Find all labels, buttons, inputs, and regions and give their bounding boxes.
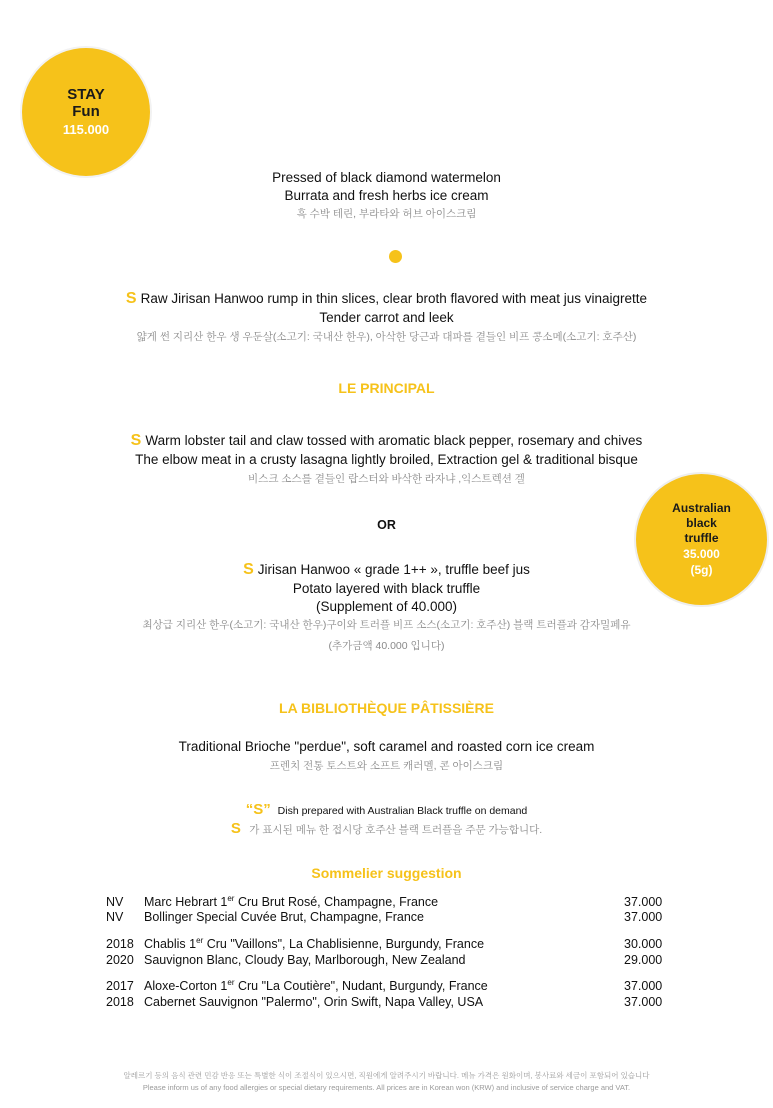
wine-name: Marc Hebrart 1er Cru Brut Rosé, Champagne, France <box>144 893 439 909</box>
wine-name: Cabernet Sauvignon "Palermo", Orin Swift, Napa Valley, USA <box>144 995 484 1009</box>
wine-year: 2018 <box>106 995 134 1009</box>
principal-dish1-korean: 비스크 소스를 곁들인 랍스터와 바삭한 라자냐 ,익스트렉션 겔 <box>248 473 525 485</box>
dessert-korean: 프렌치 전통 토스트와 소프트 캐러멜, 콘 아이스크림 <box>269 760 504 772</box>
badge-truffle-line3: truffle <box>684 531 719 545</box>
course1-korean: 흑 수박 테린, 부라타와 허브 아이스크림 <box>296 208 477 220</box>
section-title-sommelier: Sommelier suggestion <box>311 865 462 881</box>
principal-dish2-korean: 최상급 지리산 한우(소고기: 국내산 한우)구이와 트러플 비프 소스(소고기: 호주산) 블랙 트러플과 감자밀페유 <box>142 619 631 631</box>
section-title-principal: LE PRINCIPAL <box>338 380 435 396</box>
badge-stay-price: 115.000 <box>62 122 110 137</box>
principal-dish2-line1: Jirisan Hanwoo « grade 1++ », truffle beef jus <box>257 562 530 577</box>
badge-truffle-line2: black <box>686 516 717 530</box>
principal-dish1-line2: The elbow meat in a crusty lasagna lightly broiled, Extraction gel & traditional bisque <box>135 452 638 467</box>
badge-truffle-line1: Australian <box>672 501 731 515</box>
principal-dish1-line1: Warm lobster tail and claw tossed with aromatic black pepper, rosemary and chives <box>145 433 643 448</box>
course1-line2: Burrata and fresh herbs ice cream <box>284 188 489 203</box>
badge-stay-line2: Fun <box>72 103 100 120</box>
truffle-note-quoted-mark: “S” <box>245 801 271 818</box>
course2-line2: Tender carrot and leek <box>319 310 454 325</box>
badge-truffle-weight: (5g) <box>690 563 713 577</box>
truffle-s-mark: S <box>130 432 142 449</box>
or-separator: OR <box>377 518 396 532</box>
badge-truffle-price: 35.000 <box>683 547 720 561</box>
wine-name: Bollinger Special Cuvée Brut, Champagne, France <box>144 910 425 924</box>
truffle-s-mark: S <box>243 561 254 578</box>
wine-year: NV <box>106 895 124 909</box>
wine-price: 37.000 <box>624 995 663 1009</box>
course2-line1-row <box>0 290 773 308</box>
truffle-s-mark: S <box>125 290 137 307</box>
wine-name: Aloxe-Corton 1er Cru "La Coutière", Nudant, Burgundy, France <box>144 977 488 993</box>
course1-line1: Pressed of black diamond watermelon <box>272 170 501 185</box>
truffle-s-mark: S <box>230 820 241 837</box>
footer-korean: 알레르기 등의 음식 관련 민감 반응 또는 특별한 식이 조절식이 있으시면, 직원에게 알려주시기 바랍니다. 메뉴 가격은 원화이며, 봉사료와 세금이 포함되어 있습니다 <box>123 1071 650 1080</box>
wine-year: 2020 <box>106 953 134 967</box>
dessert-line1: Traditional Brioche "perdue", soft caramel and roasted corn ice cream <box>178 739 595 754</box>
wine-price: 37.000 <box>624 979 663 993</box>
badge-stay-line1: STAY <box>67 86 105 103</box>
separator-dot <box>389 250 402 263</box>
wine-row <box>0 952 773 968</box>
wine-price: 29.000 <box>624 953 663 967</box>
principal-dish2-line3: (Supplement of 40.000) <box>315 599 458 614</box>
wine-year: 2017 <box>106 979 134 993</box>
wine-year: 2018 <box>106 937 134 951</box>
truffle-note-ko: 가 표시된 메뉴 한 접시당 호주산 블랙 트러플을 주문 가능합니다. <box>249 824 543 836</box>
wine-price: 37.000 <box>624 910 663 924</box>
section-title-dessert: LA BIBLIOTHÈQUE PÂTISSIÈRE <box>279 700 494 716</box>
wine-row <box>0 894 773 910</box>
stay-fun-badge <box>22 48 150 176</box>
wine-row <box>0 909 773 925</box>
principal-dish2-korean2: (추가금액 40.000 입니다) <box>328 640 445 652</box>
principal-dish1-line1-row <box>0 432 773 450</box>
wine-price: 37.000 <box>624 895 663 909</box>
course2-line1: Raw Jirisan Hanwoo rump in thin slices, clear broth flavored with meat jus vinaigrette <box>140 291 648 306</box>
principal-dish2-line2: Potato layered with black truffle <box>292 581 481 596</box>
wine-row <box>0 936 773 952</box>
wine-row <box>0 994 773 1010</box>
course2-korean: 얇게 썬 지리산 한우 생 우둔살(소고기: 국내산 한우), 아삭한 당근과 대파를 곁들인 비프 콩소메(소고기: 호주산) <box>136 331 637 343</box>
wine-name: Sauvignon Blanc, Cloudy Bay, Marlborough, New Zealand <box>144 953 466 967</box>
wine-row <box>0 978 773 994</box>
principal-dish2-line1-row <box>0 561 773 579</box>
wine-year: NV <box>106 910 124 924</box>
truffle-note-en: Dish prepared with Australian Black truffle on demand <box>277 805 528 817</box>
wine-name: Chablis 1er Cru "Vaillons", La Chablisienne, Burgundy, France <box>144 935 485 951</box>
truffle-note-en-row <box>0 801 773 820</box>
wine-price: 30.000 <box>624 937 663 951</box>
footer-english: Please inform us of any food allergies or special dietary requirements. All prices are in Korean won (KRW) and inclusive of service charge and VAT. <box>142 1083 631 1092</box>
truffle-note-ko-row <box>0 820 773 839</box>
